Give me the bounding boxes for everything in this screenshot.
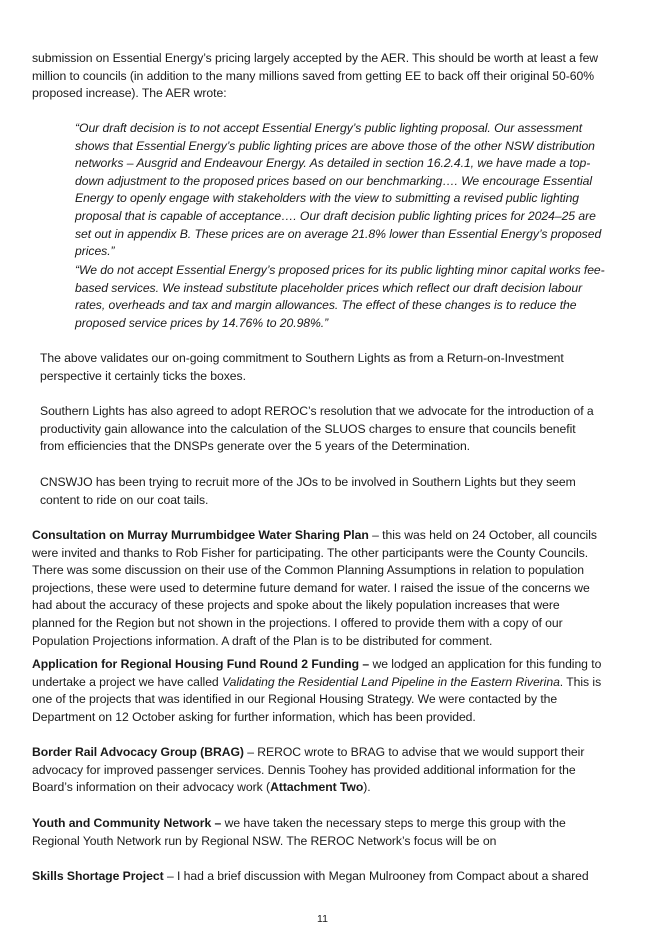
housing-fund-body-after: . This is one of the projects that was identified in our Regional Housing Strategy. We were contacted by the Department on 12 October asking for further information, which has been provided. (32, 674, 602, 724)
skills-shortage-body: – I had a brief discussion with Megan Mulrooney from Compact about a shared (163, 869, 589, 883)
skills-shortage-paragraph (32, 868, 602, 886)
consultation-heading: Consultation on Murray Murrumbidgee Water Sharing Plan (32, 528, 369, 542)
aer-quote-paragraph-2: “We do not accept Essential Energy’s proposed prices for its public lighting minor capital works fee-based services. We instead substitute placeholder prices which reflect our draft decision labour rates, overheads and tax and margin allowances. The effect of these changes is to reduce the proposed service prices by 14.76% to 20.98%.” (75, 263, 605, 330)
youth-network-heading: Youth and Community Network – (32, 816, 222, 830)
consultation-body: – this was held on 24 October, all councils were invited and thanks to Rob Fisher for participating. The other participants were the County Councils. There was some discussion on their use of the Common Planning Assumptions in relation to population projections, these were used to determine future demand for water. I raised the issue of the concerns we had about the accuracy of these projects and spoke about the likely population increases that were planned for the Region but not shown in the projections. I offered to provide them with a copy of our Population Projections information. A draft of the Plan is to be distributed for comment. (32, 528, 597, 648)
brag-attachment-reference: Attachment Two (270, 780, 364, 795)
housing-fund-body-before: we lodged an application for this funding to undertake a project we have called (32, 657, 602, 689)
housing-fund-paragraph (32, 656, 602, 726)
brag-paragraph (32, 744, 602, 797)
aer-quote-paragraph-1: “Our draft decision is to not accept Essential Energy’s public lighting proposal. Our assessment shows that Essential Energy’s public lighting prices are above those of the other NSW distribution networks – Ausgrid and Endeavour Energy. As detailed in section 16.2.4.1, we have made a top-down adjustment to the proposed prices based on our benchmarking…. We encourage Essential Energy to openly engage with stakeholders with the view to submitting a revised public lighting proposal that is capable of acceptance…. Our draft decision public lighting prices for 2024–25 are set out in appendix B. These prices are on average 21.8% lower than Essential Energy’s proposed prices.” (75, 121, 602, 259)
housing-fund-project-title: Validating the Residential Land Pipeline in the Eastern Riverina (221, 674, 560, 689)
youth-network-paragraph (32, 815, 602, 850)
skills-shortage-heading: Skills Shortage Project (32, 869, 164, 883)
intro-paragraph: submission on Essential Energy’s pricing largely accepted by the AER. This should be worth at least a few million to councils (in addition to the many millions saved from getting EE to back off their original 50-60% proposed increase). The AER wrote: (32, 51, 599, 101)
brag-closing: ). (363, 780, 371, 795)
housing-fund-heading: Application for Regional Housing Fund Round 2 Funding – (32, 657, 370, 671)
consultation-paragraph (32, 527, 602, 650)
validates-paragraph: The above validates our on-going commitment to Southern Lights as from a Return-on-Investment perspective it certainly ticks the boxes. (40, 351, 564, 383)
brag-body: – REROC wrote to BRAG to advise that we would support their advocacy for improved passenger services. Dennis Toohey has provided additional information for the Board’s information on their advocacy work ( (32, 745, 585, 795)
cnswjo-paragraph: CNSWJO has been trying to recruit more of the JOs to be involved in Southern Lights but they seem content to ride on our coat tails. (40, 475, 576, 507)
southern-lights-paragraph: Southern Lights has also agreed to adopt REROC’s resolution that we advocate for the introduction of a productivity gain allowance into the calculation of the SLUOS charges to ensure that councils benefit from efficiencies that the DNSPs generate over the 5 years of the Determination. (40, 404, 594, 454)
youth-network-body: we have taken the necessary steps to merge this group with the Regional Youth Network run by Regional NSW. The REROC Network’s focus will be on (32, 816, 566, 848)
brag-heading: Border Rail Advocacy Group (BRAG) (32, 745, 244, 759)
page-number: 11 (317, 913, 328, 925)
